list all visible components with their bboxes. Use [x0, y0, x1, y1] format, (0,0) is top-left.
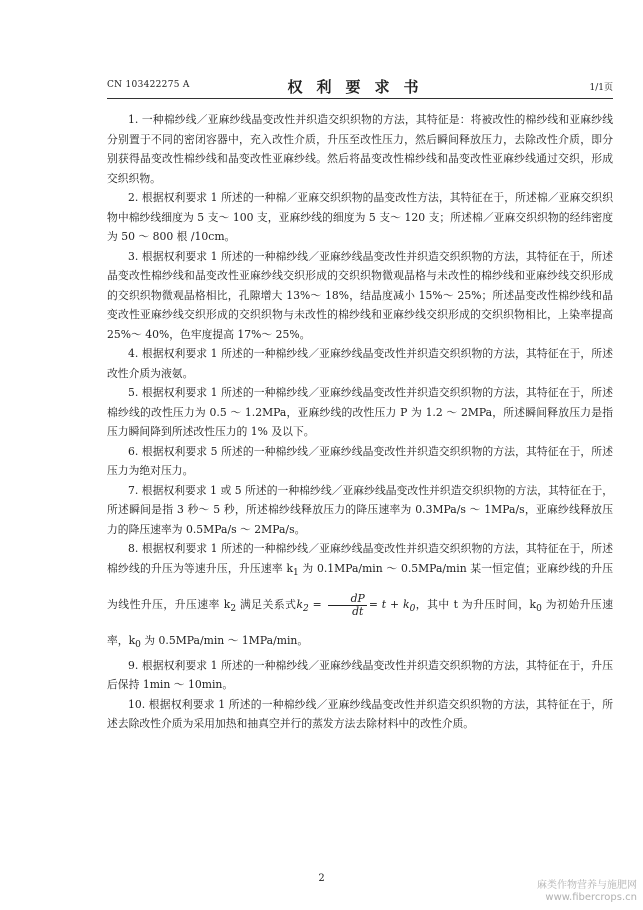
watermark-url: www.fibercrops.cn [545, 892, 637, 903]
claim-4: 4. 根据权利要求 1 所述的一种棉纱线／亚麻纱线晶变改性并织造交织织物的方法，其特征在于，所述改性介质为液氨。 [107, 347, 613, 380]
page-number: 2 [318, 873, 325, 884]
document-title: 权利要求书 [287, 78, 433, 96]
claim-8-text-2: 为 0.1MPa/min ～ 0.5MPa/min 某一恒定值；亚麻纱线的升压为线性升压，升压速率 k [107, 561, 613, 612]
claim-8-text-3: 满足关系式 [236, 598, 297, 612]
claims-body [107, 110, 613, 734]
watermark-site-name: 麻类作物营养与施肥网 [537, 880, 637, 891]
claim-5: 5. 根据权利要求 1 所述的一种棉纱线／亚麻纱线晶变改性并织造交织织物的方法，其特征在于，所述棉纱线的改性压力为 0.5 ～ 1.2MPa，亚麻纱线的改性压力 P 为 1.2 ～ 2MPa，所述瞬间释放压力是指压力瞬间降到所述改性压力的 1% 及以下。 [107, 386, 613, 438]
claim-9: 9. 根据权利要求 1 所述的一种棉纱线／亚麻纱线晶变改性并织造交织织物的方法，其特征在于，升压后保持 1min ～ 10min。 [107, 658, 613, 692]
claim-8 [107, 539, 613, 656]
formula-rhs-sub: 0 [409, 604, 416, 615]
header-rule [107, 98, 613, 99]
claim-6: 6. 根据权利要求 5 所述的一种棉纱线／亚麻纱线晶变改性并织造交织织物的方法，其特征在于，所述压力为绝对压力。 [107, 444, 613, 477]
page-header [107, 76, 613, 98]
formula-fraction [328, 593, 367, 618]
claim-2: 2. 根据权利要求 1 所述的一种棉／亚麻交织织物的晶变改性方法，其特征在于，所述棉／亚麻交织织物中棉纱线细度为 5 支～ 100 支，亚麻纱线的细度为 5 支～ 120 支；所述棉／亚麻交织织物的经纬密度为 50 ～ 800 根 /10cm。 [107, 191, 613, 243]
formula-denominator: dt [352, 604, 364, 618]
watermark [537, 880, 637, 904]
claim-10: 10. 根据权利要求 1 所述的一种棉纱线／亚麻纱线晶变改性并织造交织织物的方法，其特征在于，所述去除改性介质为采用加热和抽真空并行的蒸发方法去除材料中的改性介质。 [107, 697, 613, 731]
page-count: 1/1页 [589, 83, 613, 93]
claim-8-sub-4: 0 [135, 640, 141, 651]
publication-number: CN 103422275 A [107, 80, 190, 90]
formula-rhs: = t + k [368, 598, 410, 612]
formula-numerator: dP [328, 593, 367, 606]
claim-3: 3. 根据权利要求 1 所述的一种棉纱线／亚麻纱线晶变改性并织造交织织物的方法，其特征在于，所述晶变改性棉纱线和晶变改性亚麻纱线交织形成的交织织物微观晶格与未改性的棉纱线和亚麻纱线交织形成的交织织物微观晶格相比，孔隙增大 13%～ 18%，结晶度减小 15%～ 25%；所述晶变改性棉纱线和晶变改性亚麻纱线交织形成的交织织物与未改性的棉纱线和亚麻纱线交织形成的交织织物相比，上染率提高 25%～ 40%，色牢度提高 17%～ 25%。 [107, 249, 613, 341]
formula-lhs: k [296, 598, 303, 612]
claim-8-text-1: 8. 根据权利要求 1 所述的一种棉纱线／亚麻纱线晶变改性并织造交织织物的方法，其特征在于，所述棉纱线的升压为等速升压，升压速率 k [107, 542, 613, 575]
claim-8-text-6: 为 0.5MPa/min ～ 1MPa/min。 [140, 634, 309, 648]
formula: $k_2$ = $\frac{dP}{dt}$ = $t + k_0$ [296, 591, 416, 618]
claim-8-sub-1: 1 [293, 567, 299, 578]
claim-1: 1. 一种棉纱线／亚麻纱线晶变改性并织造交织织物的方法，其特征是：将被改性的棉纱线和亚麻纱线分别置于不同的密闭容器中，充入改性介质，升压至改性压力，然后瞬间释放压力，去除改性介质，即分别获得晶变改性棉纱线和晶变改性亚麻纱线。然后将晶变改性棉纱线和晶变改性亚麻纱线通过交织，形成交织织物。 [107, 113, 613, 185]
claim-8-sub-2: 2 [230, 604, 237, 615]
claim-8-text-4: ，其中 t 为升压时间，k [415, 598, 537, 612]
claim-7: 7. 根据权利要求 1 或 5 所述的一种棉纱线／亚麻纱线晶变改性并织造交织织物的方法，其特征在于，所述瞬间是指 3 秒～ 5 秒，所述棉纱线释放压力的降压速率为 0.3MPa/s ～ 1MPa/s，亚麻纱线释放压力的降压速率为 0.5MPa/s ～ 2MPa/s。 [107, 483, 613, 536]
claim-8-text-5: 为初始升压速率，k [107, 598, 613, 648]
claim-8-sub-3: 0 [536, 604, 542, 615]
formula-lhs-sub: 2 [302, 604, 309, 615]
